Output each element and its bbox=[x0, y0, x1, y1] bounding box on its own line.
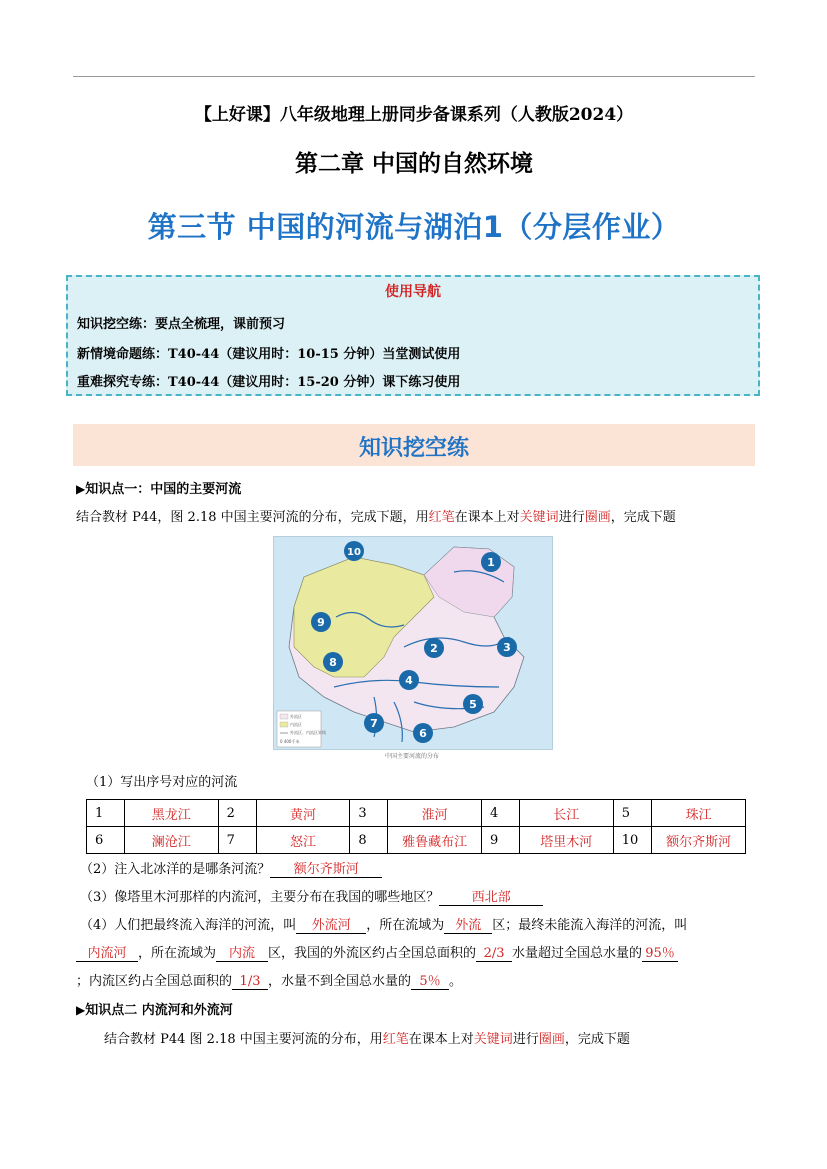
table-row bbox=[87, 827, 746, 854]
legend-outflow: 外流区 bbox=[290, 714, 302, 719]
table-cell-number: 9 bbox=[482, 827, 520, 854]
china-rivers-map bbox=[273, 536, 553, 750]
legend-boundary: 外流区、内流区界线 bbox=[290, 730, 326, 735]
q4-answer-5: 2/3 bbox=[476, 946, 512, 962]
nav-title: 使用导航 bbox=[385, 284, 441, 300]
q4-answer-6: 95％ bbox=[642, 942, 678, 962]
table-cell-number: 3 bbox=[350, 800, 388, 827]
section-banner bbox=[73, 424, 755, 466]
banner-title: 知识挖空练 bbox=[358, 436, 469, 461]
q4-answer-1: 外流河 bbox=[296, 914, 366, 934]
marker-10-label: 10 bbox=[347, 547, 361, 558]
nav-line-1: 知识挖空练：要点全梳理，课前预习 bbox=[77, 317, 286, 332]
table-cell-answer: 淮河 bbox=[388, 800, 482, 827]
marker-7-label: 7 bbox=[370, 717, 378, 730]
marker-6-label: 6 bbox=[419, 727, 427, 740]
table-cell-answer: 珠江 bbox=[652, 800, 746, 827]
q4-answer-8: 5％ bbox=[411, 970, 449, 990]
legend-scale: 0 400千米 bbox=[280, 739, 300, 744]
chapter-title: 第二章 中国的自然环境 bbox=[294, 151, 533, 177]
table-cell-number: 10 bbox=[613, 827, 651, 854]
table-row bbox=[87, 800, 746, 827]
kp1-instruction: 结合教材 P44，图 2.18 中国主要河流的分布，完成下题，用红笔在课本上对关键词进行圈画，完成下题 bbox=[76, 510, 676, 525]
header-rule bbox=[73, 76, 755, 77]
marker-1-label: 1 bbox=[487, 556, 495, 569]
table-cell-answer: 雅鲁藏布江 bbox=[388, 827, 482, 854]
marker-5-label: 5 bbox=[469, 698, 477, 711]
table-cell-answer: 长江 bbox=[519, 800, 613, 827]
marker-3-label: 3 bbox=[503, 641, 511, 654]
table-cell-answer: 怒江 bbox=[256, 827, 350, 854]
q1-label: （1）写出序号对应的河流 bbox=[86, 775, 238, 790]
marker-8-label: 8 bbox=[329, 656, 337, 669]
marker-9-label: 9 bbox=[317, 616, 325, 629]
marker-4-label: 4 bbox=[405, 674, 413, 687]
knowledge-point-1-heading: ▶知识点一：中国的主要河流 bbox=[76, 482, 242, 497]
series-title: 【上好课】八年级地理上册同步备课系列（人教版2024） bbox=[194, 105, 634, 125]
q4-line-2: 内流河 ，所在流域为 内流 区，我国的外流区约占全国总面积的 2/3 水量超过全国总水量的 95％ bbox=[76, 942, 678, 962]
q4-line-3: ；内流区约占全国总面积的 1/3 ，水量不到全国总水量的 5％ 。 bbox=[76, 970, 462, 990]
legend-inland: 内流区 bbox=[290, 722, 302, 727]
map-svg bbox=[274, 537, 552, 749]
marker-2-label: 2 bbox=[430, 642, 438, 655]
kp2-instruction: 结合教材 P44 图 2.18 中国主要河流的分布，用红笔在课本上对关键词进行圈画，完成下题 bbox=[104, 1032, 630, 1047]
q2-answer: 额尔齐斯河 bbox=[270, 858, 382, 878]
q4-answer-2: 外流 bbox=[444, 914, 492, 934]
table-cell-number: 7 bbox=[218, 827, 256, 854]
table-cell-number: 2 bbox=[218, 800, 256, 827]
knowledge-point-2-heading: ▶知识点二 内流河和外流河 bbox=[76, 1003, 233, 1018]
usage-navigation-box bbox=[66, 275, 760, 396]
q2 bbox=[80, 858, 382, 878]
table-cell-answer: 额尔齐斯河 bbox=[652, 827, 746, 854]
q4-answer-7: 1/3 bbox=[232, 974, 268, 990]
table-cell-answer: 黄河 bbox=[256, 800, 350, 827]
triangle-marker-icon: ▶ bbox=[76, 1003, 86, 1017]
table-cell-number: 8 bbox=[350, 827, 388, 854]
q2-text: （2）注入北冰洋的是哪条河流？ bbox=[80, 862, 271, 877]
table-cell-answer: 黑龙江 bbox=[124, 800, 218, 827]
q4-answer-3: 内流河 bbox=[76, 942, 138, 962]
nav-line-3: 重难探究专练：T40-44（建议用时：15-20 分钟）课下练习使用 bbox=[77, 375, 461, 390]
q4-answer-4: 内流 bbox=[216, 942, 268, 962]
river-answer-table bbox=[86, 799, 746, 854]
q3-text: （3）像塔里木河那样的内流河，主要分布在我国的哪些地区？ bbox=[80, 890, 440, 905]
table-cell-answer: 澜沧江 bbox=[124, 827, 218, 854]
section-title: 第三节 中国的河流与湖泊1（分层作业） bbox=[147, 210, 681, 244]
table-cell-number: 1 bbox=[87, 800, 125, 827]
q4-line-1: （4）人们把最终流入海洋的河流，叫 外流河 ，所在流域为 外流 区；最终未能流入海洋的河流，叫 bbox=[80, 914, 687, 934]
nav-line-2: 新情境命题练：T40-44（建议用时：10-15 分钟）当堂测试使用 bbox=[77, 347, 461, 362]
table-cell-number: 4 bbox=[482, 800, 520, 827]
triangle-marker-icon: ▶ bbox=[76, 482, 86, 496]
table-cell-number: 5 bbox=[613, 800, 651, 827]
table-cell-number: 6 bbox=[87, 827, 125, 854]
q3-answer: 西北部 bbox=[439, 886, 543, 906]
table-cell-answer: 塔里木河 bbox=[519, 827, 613, 854]
q3 bbox=[80, 886, 543, 906]
map-caption: 中国主要河流的分布 bbox=[384, 753, 439, 760]
